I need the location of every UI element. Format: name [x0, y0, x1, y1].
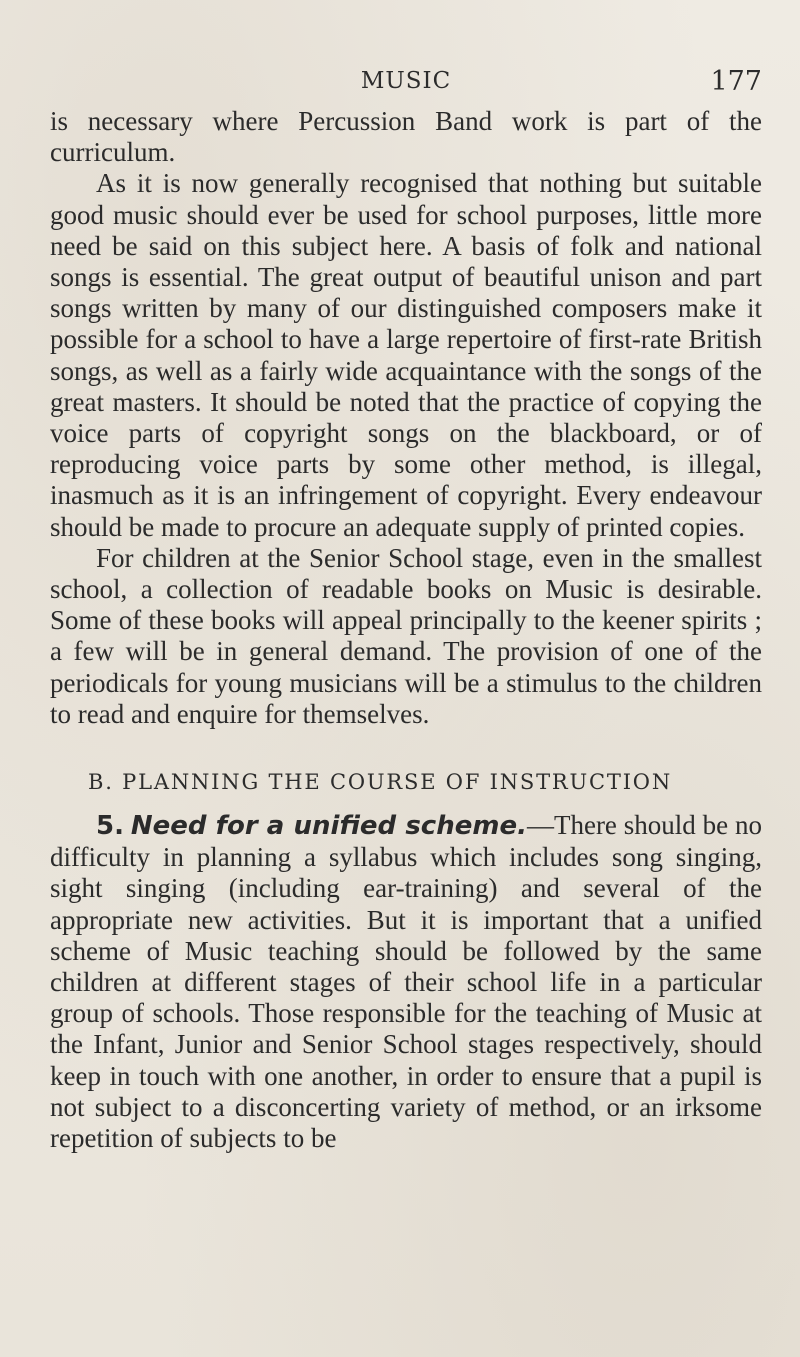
section-heading: B. PLANNING THE COURSE OF INSTRUCTION — [88, 770, 673, 795]
page-number: 177 — [710, 66, 762, 97]
body-text — [50, 106, 762, 1154]
subsection-text: —There should be no difficulty in planning a syllabus which includes song singing, sight singing (including ear-training) and several of the appropriate new activities. But it is important that a unified scheme of Music teaching should be followed by the same children at different stages of their school life in a particular group of schools. Those responsible for the teaching of Music at the Infant, Junior and Senior School stages respectively, should keep in touch with one another, in order to ensure that a pupil is not subject to a disconcerting variety of method, or an irksome repetition of subjects to be — [50, 810, 763, 1154]
subsection-number: 5. — [96, 811, 124, 842]
running-head — [50, 68, 762, 104]
paragraph-song-repertoire: As it is now generally recognised that nothing but suitable good music should ever be used for school purposes, little more need be said on this subject here. A basis of folk and national songs is essential. The great output of beautiful unison and part songs written by many of our distinguished composers make it possible for a school to have a large repertoire of first-rate British songs, as well as a fairly wide acquaintance with the songs of the great masters. It should be noted that the practice of copying the voice parts of copyright songs on the blackboard, or of reproducing voice parts by some other method, is illegal, inasmuch as it is an infringement of copyright. Every endeavour should be made to procure an adequate supply of printed copies. — [50, 168, 762, 542]
running-title: MUSIC — [360, 68, 452, 94]
paragraph-unified-scheme — [50, 810, 762, 1154]
subsection-title: Need for a unified scheme. — [130, 811, 527, 842]
paragraph-music-books: For children at the Senior School stage, even in the smallest school, a collection of readable books on Music is desirable. Some of these books will appeal principally to the keener spirits ; a few will be in general demand. The provision of one of the periodicals for young musicians will be a stimulus to the children to read and enquire for themselves. — [50, 542, 762, 729]
paragraph-continuation: is necessary where Percussion Band work is part of the curriculum. — [50, 106, 762, 168]
